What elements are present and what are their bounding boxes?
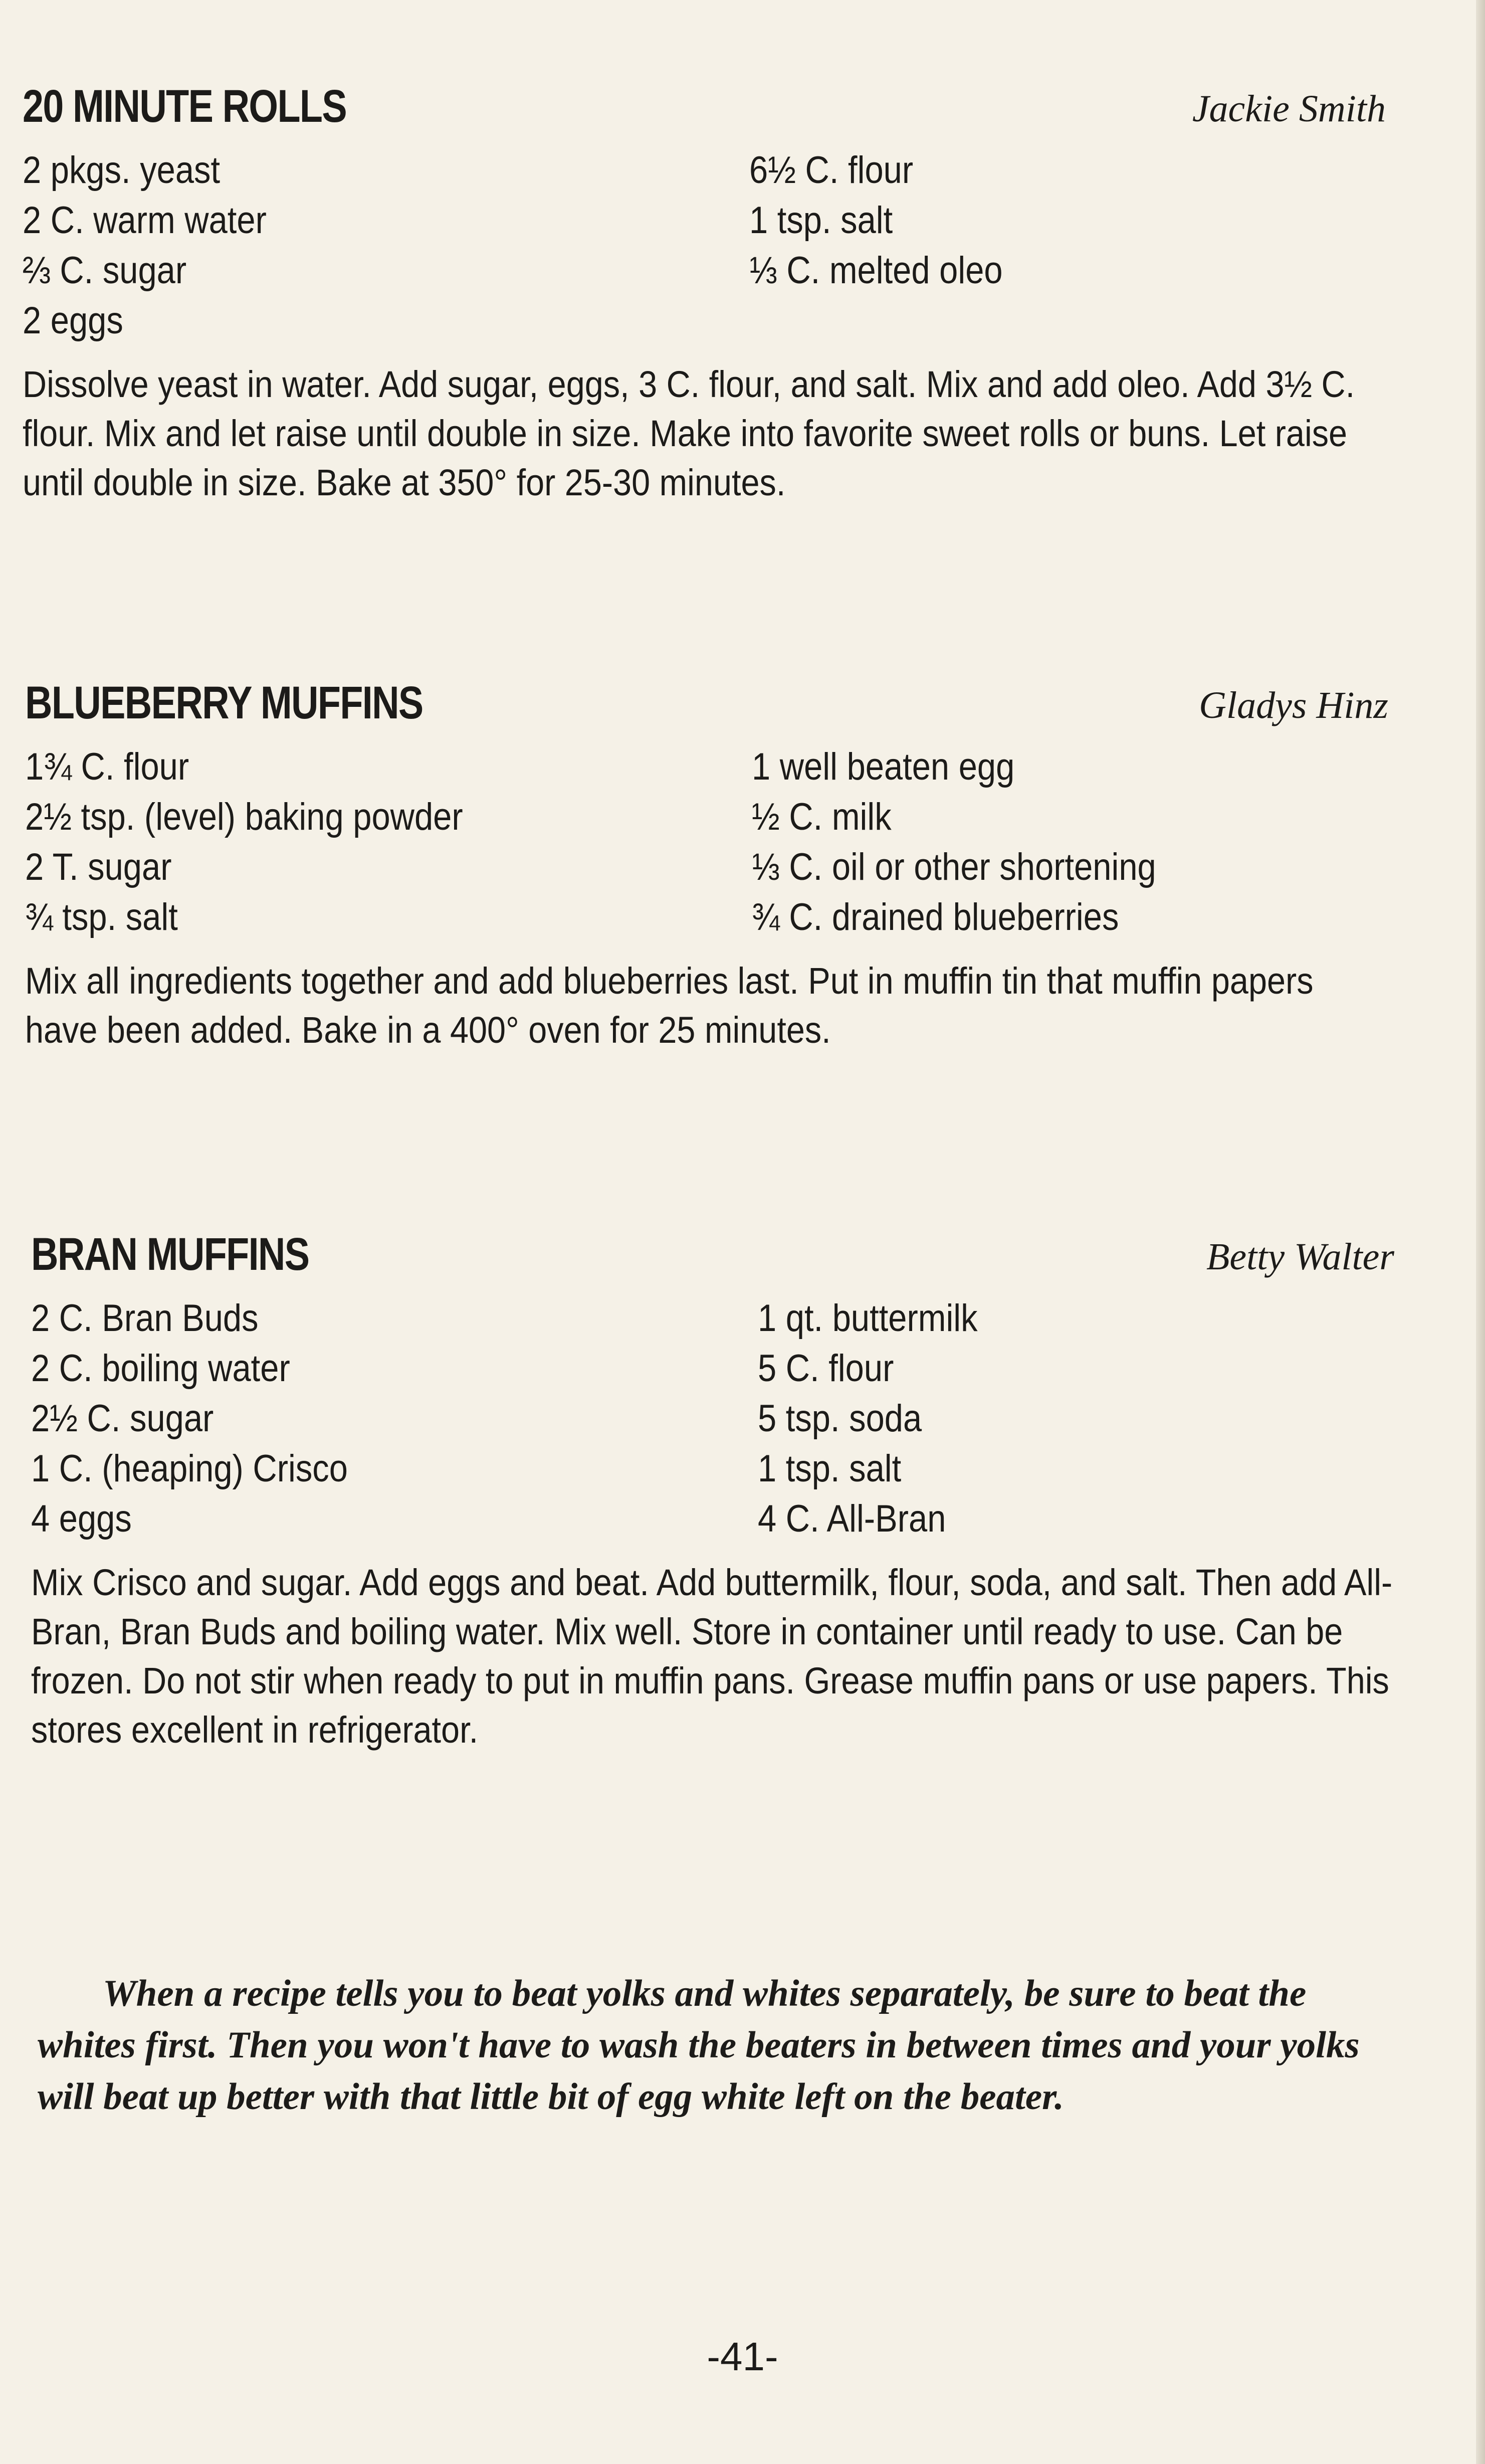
- ingredient: 1 qt. buttermilk: [758, 1297, 978, 1340]
- ingredient: 2 C. Bran Buds: [31, 1297, 259, 1340]
- ingredient: 1 tsp. salt: [758, 1447, 902, 1490]
- ingredient: 2½ C. sugar: [31, 1397, 214, 1440]
- recipe-header: [25, 677, 1388, 742]
- recipe-title: 20 MINUTE ROLLS: [23, 81, 347, 132]
- recipe-20-minute-rolls: [23, 80, 1386, 507]
- ingredient-list: [31, 1293, 1394, 1549]
- ingredient-column-right: [749, 145, 1037, 296]
- ingredient: 1 C. (heaping) Crisco: [31, 1447, 348, 1490]
- ingredient-list: [25, 742, 1388, 947]
- ingredient: 2 pkgs. yeast: [23, 149, 221, 192]
- ingredient: 2 C. boiling water: [31, 1347, 290, 1390]
- ingredient: ⅓ C. melted oleo: [749, 249, 1003, 292]
- recipe-header: [23, 80, 1386, 145]
- ingredient: 1¾ C. flour: [25, 745, 189, 788]
- ingredient-column-left: [23, 145, 300, 346]
- cooking-tip: When a recipe tells you to beat yolks and whites separately, be sure to beat the whites first. Then you won't have to wash the beaters in between times and your yolks will beat up better with that little bit of egg white left on the beater.: [38, 1973, 1360, 2118]
- ingredient: ¾ C. drained blueberries: [752, 896, 1119, 938]
- ingredient: 5 C. flour: [758, 1347, 894, 1390]
- page-number: -41-: [707, 2334, 778, 2379]
- recipe-bran-muffins: [31, 1228, 1394, 1755]
- ingredient: 2½ tsp. (level) baking powder: [25, 796, 463, 838]
- recipe-title: BRAN MUFFINS: [31, 1229, 309, 1280]
- recipe-author: Gladys Hinz: [1199, 684, 1388, 726]
- recipe-header: [31, 1228, 1394, 1293]
- ingredient: 2 T. sugar: [25, 846, 172, 888]
- ingredient: 5 tsp. soda: [758, 1397, 922, 1440]
- ingredient: ⅓ C. oil or other shortening: [752, 846, 1156, 888]
- ingredient: 1 well beaten egg: [752, 745, 1015, 788]
- page-edge: [1476, 0, 1485, 2464]
- recipe-instructions: Dissolve yeast in water. Add sugar, eggs, 3 C. flour, and salt. Mix and add oleo. Add 3½ C. flour. Mix and let raise until double in size. Make into favorite sweet rolls or buns. Let raise until double in size. Bake at 350° for 25-30 minutes.: [23, 363, 1355, 503]
- recipe-instructions: Mix Crisco and sugar. Add eggs and beat. Add buttermilk, flour, soda, and salt. Then add All-Bran, Bran Buds and boiling water. Mix well. Store in container until ready to use. Can be frozen. Do not stir when ready to put in muffin pans. Grease muffin pans or use papers. This stores excellent in refrigerator.: [31, 1562, 1393, 1751]
- ingredient: 2 C. warm water: [23, 199, 267, 242]
- ingredient: ¾ tsp. salt: [25, 896, 178, 938]
- ingredient: 4 eggs: [31, 1497, 132, 1540]
- recipe-author: Jackie Smith: [1192, 88, 1386, 130]
- ingredient-column-left: [31, 1293, 391, 1544]
- ingredient: 1 tsp. salt: [749, 199, 893, 242]
- ingredient-column-left: [25, 742, 523, 942]
- recipe-title: BLUEBERRY MUFFINS: [25, 677, 423, 728]
- ingredient: 6½ C. flour: [749, 149, 914, 192]
- ingredient: ⅔ C. sugar: [23, 249, 187, 292]
- ingredient: ½ C. milk: [752, 796, 892, 838]
- ingredient: 4 C. All-Bran: [758, 1497, 946, 1540]
- ingredient-column-right: [752, 742, 1211, 942]
- recipe-blueberry-muffins: [25, 677, 1388, 1055]
- recipe-author: Betty Walter: [1206, 1236, 1394, 1278]
- ingredient-column-right: [758, 1293, 1007, 1544]
- recipe-instructions: Mix all ingredients together and add blueberries last. Put in muffin tin that muffin papers have been added. Bake in a 400° oven for 25 minutes.: [25, 960, 1314, 1051]
- ingredient-list: [23, 145, 1386, 351]
- ingredient: 2 eggs: [23, 299, 123, 342]
